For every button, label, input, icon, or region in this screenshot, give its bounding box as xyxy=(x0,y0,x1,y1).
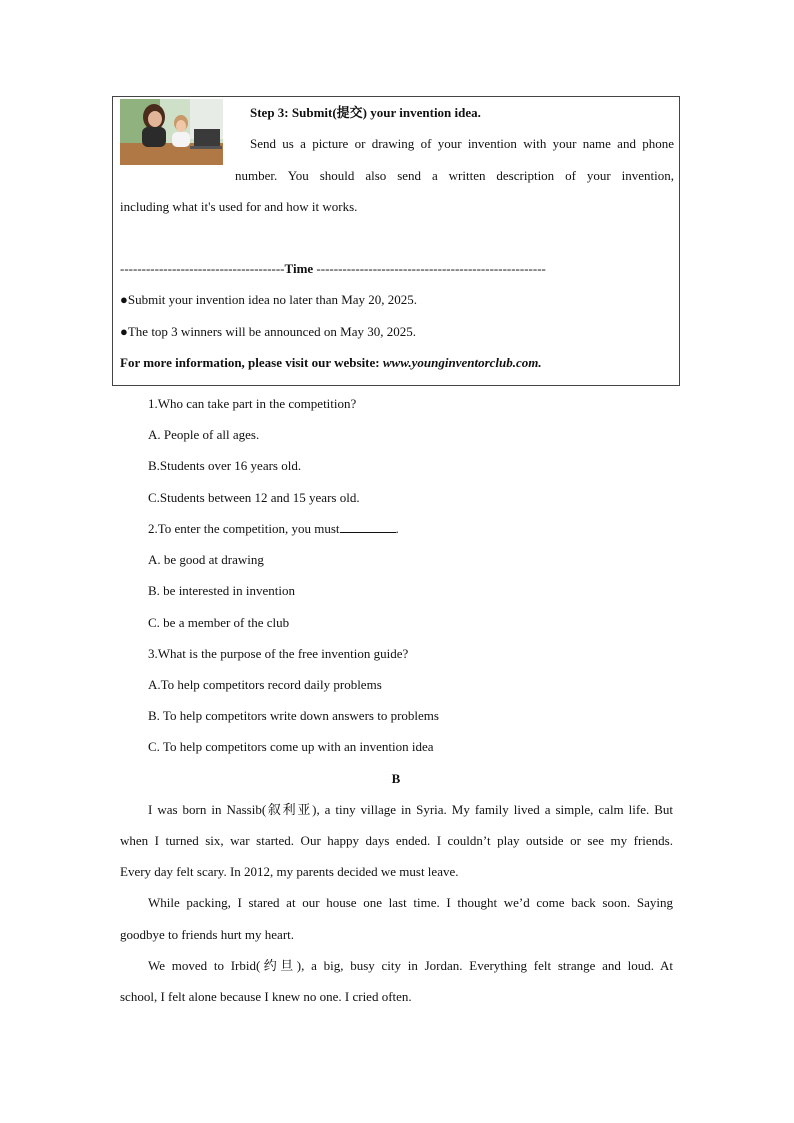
website-link[interactable]: www.younginventorclub.com. xyxy=(382,355,542,370)
passage-line: I was born in Nassib(叙利亚), a tiny village in Syria. My family lived a simple, calm life. But xyxy=(148,802,673,817)
deadline-bullet: ●Submit your invention idea no later than May 20, 2025. xyxy=(120,292,418,307)
question-1: 1.Who can take part in the competition? xyxy=(148,396,357,411)
question-2-text: 2.To enter the competition, you must xyxy=(148,521,340,536)
mother-daughter-laptop-photo xyxy=(120,99,223,165)
section-b-heading: B xyxy=(391,771,401,786)
answer-blank xyxy=(340,521,396,533)
more-info-line xyxy=(120,355,542,371)
question-2-end: . xyxy=(395,521,399,536)
divider-dashes: ----------------------------------------------------- xyxy=(316,261,546,276)
passage-line: goodbye to friends hurt my heart. xyxy=(120,927,295,942)
time-heading: Time xyxy=(284,261,314,276)
divider-dashes: -------------------------------------- xyxy=(120,261,285,276)
question-1-option-a: A. People of all ages. xyxy=(148,427,260,442)
description-line: number. You should also send a written description of your invention, xyxy=(235,168,674,183)
question-1-option-c: C.Students between 12 and 15 years old. xyxy=(148,490,360,505)
question-3-option-c: C. To help competitors come up with an invention idea xyxy=(148,739,434,754)
question-3-option-a: A.To help competitors record daily problems xyxy=(148,677,382,692)
question-3: 3.What is the purpose of the free invention guide? xyxy=(148,646,409,661)
question-2-option-c: C. be a member of the club xyxy=(148,615,290,630)
passage-line: We moved to Irbid(约旦), a big, busy city in Jordan. Everything felt strange and loud. At xyxy=(148,958,673,973)
passage-line: While packing, I stared at our house one last time. I thought we’d come back soon. Saying xyxy=(148,895,673,910)
more-info-label: For more information, please visit our website: xyxy=(120,355,380,370)
description-line: Send us a picture or drawing of your invention with your name and phone xyxy=(250,136,674,151)
question-3-option-b: B. To help competitors write down answers to problems xyxy=(148,708,439,723)
notice-box xyxy=(112,96,680,386)
time-divider xyxy=(120,261,546,277)
question-1-option-b: B.Students over 16 years old. xyxy=(148,458,302,473)
question-2-option-b: B. be interested in invention xyxy=(148,583,295,598)
step-title: Step 3: Submit(提交) your invention idea. xyxy=(250,105,481,120)
passage-line: school, I felt alone because I knew no one. I cried often. xyxy=(120,989,412,1004)
question-2 xyxy=(148,521,399,537)
description-line: including what it's used for and how it works. xyxy=(120,199,358,214)
question-2-option-a: A. be good at drawing xyxy=(148,552,264,567)
passage-line: when I turned six, war started. Our happy days ended. I couldn’t play outside or see my friends. xyxy=(120,833,673,848)
announcement-bullet: ●The top 3 winners will be announced on May 30, 2025. xyxy=(120,324,416,339)
passage-line: Every day felt scary. In 2012, my parents decided we must leave. xyxy=(120,864,459,879)
